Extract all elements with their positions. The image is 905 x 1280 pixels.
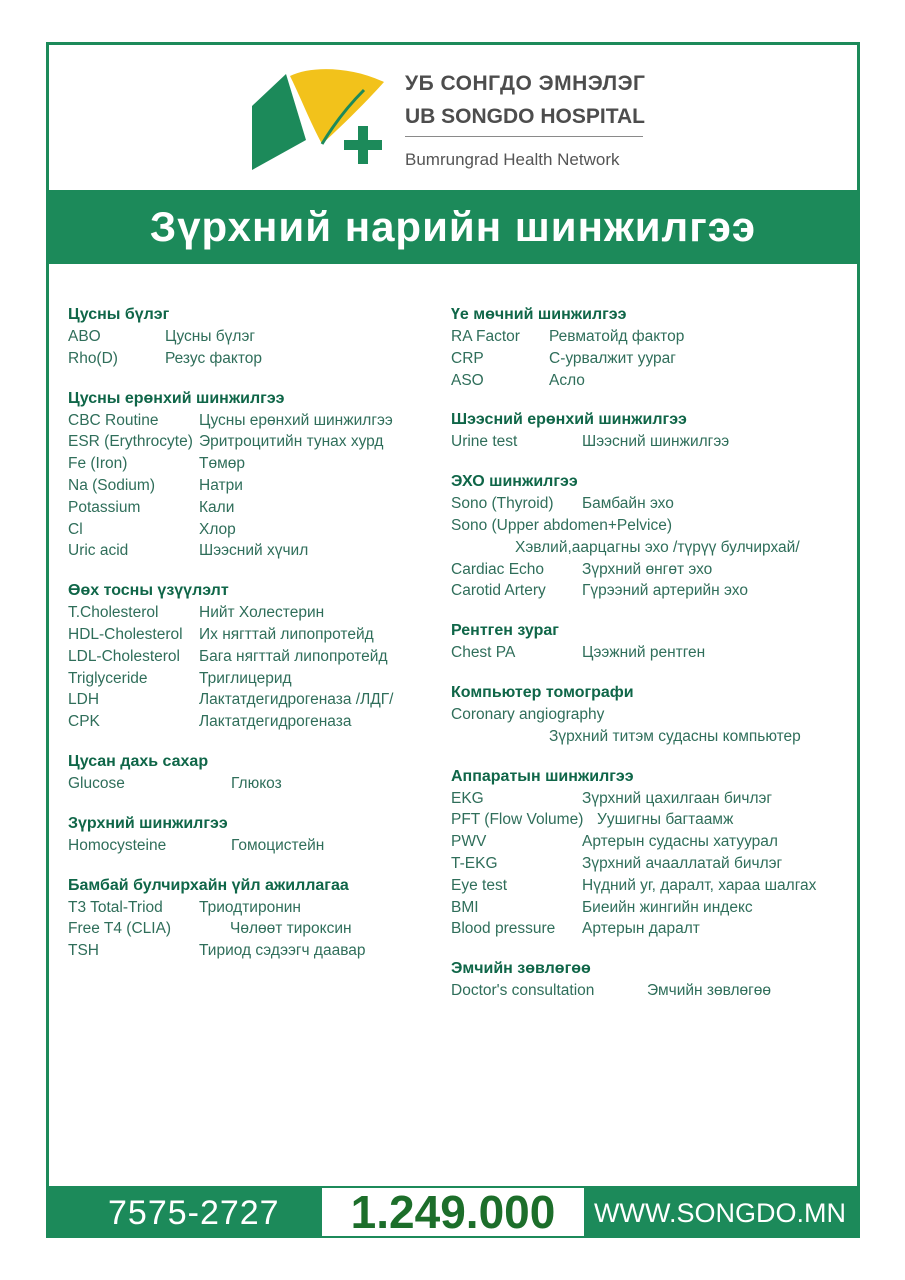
test-code: Carotid Artery (451, 582, 546, 600)
test-section (451, 958, 856, 1002)
right-column (451, 304, 856, 1020)
test-description: Хлор (199, 520, 236, 538)
test-section (68, 580, 440, 733)
test-code: PWV (451, 833, 487, 851)
test-description: Артерын судасны хатуурал (582, 833, 778, 851)
section-title: Эмчийн зөвлөгөө (451, 960, 591, 978)
test-code: Glucose (68, 774, 125, 792)
test-description: Триглицерид (199, 669, 292, 687)
test-section (68, 304, 440, 370)
test-code: Rho(D) (68, 349, 118, 367)
test-code: LDH (68, 691, 100, 709)
test-row (451, 493, 856, 515)
test-description: Лактатдегидрогеназа (199, 713, 352, 731)
test-section (451, 682, 856, 748)
test-code: PFT (Flow Volume) (451, 811, 584, 829)
section-title: ЭХО шинжилгээ (451, 473, 578, 491)
test-description: Төмөр (199, 455, 245, 473)
test-row (451, 831, 856, 853)
test-row (68, 940, 440, 962)
test-code: ABO (68, 328, 101, 345)
test-description: Цусны бүлэг (165, 328, 256, 345)
test-row (451, 370, 856, 392)
test-section (68, 388, 440, 563)
test-description: Чөлөөт тироксин (230, 920, 352, 938)
test-description: Цээжний рентген (582, 644, 706, 662)
test-row (451, 853, 856, 875)
test-code: Uric acid (68, 542, 129, 560)
test-code: RA Factor (451, 328, 520, 345)
brand-name-mn: УБ СОНГДО ЭМНЭЛЭГ (405, 72, 646, 95)
section-title: Рентген зураг (451, 622, 559, 640)
test-row (68, 410, 440, 432)
test-description: Резус фактор (165, 349, 262, 367)
test-description: Шээсний шинжилгээ (582, 433, 730, 451)
test-code: CBC Routine (68, 411, 159, 429)
test-row (451, 875, 856, 897)
section-title: Компьютер томографи (451, 683, 634, 701)
test-description: Гүрээний артерийн эхо (582, 582, 748, 600)
test-code: Free T4 (CLIA) (68, 920, 172, 938)
test-description: Зүрхний цахилгаан бичлэг (582, 789, 773, 807)
price-box (322, 1188, 584, 1236)
test-description: С-урвалжит уураг (549, 349, 676, 367)
test-row (68, 773, 440, 795)
test-description: Зүрхний өнгөт эхо (582, 560, 713, 578)
test-code: Sono (Upper abdomen+Pelvice) (451, 516, 673, 534)
test-description: Триодтиронин (199, 898, 301, 916)
test-code: Sono (Thyroid) (451, 495, 554, 513)
test-description: Кали (199, 498, 235, 516)
test-code: Cl (68, 520, 83, 538)
test-code: CPK (68, 713, 100, 731)
brand-divider (405, 136, 643, 137)
test-code: BMI (451, 898, 479, 916)
test-section (451, 620, 856, 664)
test-section (68, 875, 440, 962)
test-row (451, 348, 856, 370)
test-row (68, 897, 440, 919)
test-section (68, 751, 440, 795)
test-row (451, 726, 856, 748)
test-description: Нүдний уг, даралт, хараа шалгах (582, 876, 817, 894)
section-title: Бамбай булчирхайн үйл ажиллагаа (68, 876, 349, 894)
test-row (451, 431, 856, 453)
test-row (68, 453, 440, 475)
left-column (68, 304, 440, 980)
test-code: Blood pressure (451, 920, 556, 938)
test-description: Лактатдегидрогеназа /ЛДГ/ (199, 691, 394, 709)
test-section (451, 471, 856, 602)
test-row (68, 689, 440, 711)
test-code: ESR (Erythrocyte) (68, 433, 193, 451)
test-row (68, 835, 440, 857)
test-row (68, 348, 440, 370)
test-code: T-EKG (451, 854, 498, 872)
test-row (68, 497, 440, 519)
test-row (451, 809, 856, 831)
test-code: Fe (Iron) (68, 455, 128, 473)
test-row (451, 897, 856, 919)
test-row (68, 918, 440, 940)
title-banner (46, 190, 860, 264)
test-row (451, 642, 856, 664)
test-row (451, 326, 856, 348)
test-row (68, 540, 440, 562)
section-title: Цусны ерөнхий шинжилгээ (68, 389, 285, 407)
test-description: Эритроцитийн тунах хурд (199, 433, 384, 451)
test-code: Coronary angiography (451, 705, 605, 723)
test-description: Бага нягттай липопротейд (199, 647, 388, 665)
brand-network: Bumrungrad Health Network (405, 150, 620, 169)
test-description: Зүрхний титэм судасны компьютер (549, 727, 801, 745)
test-row (451, 580, 856, 602)
test-description: Гомоцистейн (231, 836, 325, 854)
test-code: Triglyceride (68, 669, 148, 687)
price: 1.249.000 (350, 1186, 556, 1238)
test-code: Chest PA (451, 644, 516, 662)
test-code: ASO (451, 371, 484, 389)
test-description: Нийт Холестерин (199, 604, 325, 622)
test-description: Цусны ерөнхий шинжилгээ (199, 411, 393, 429)
test-row (68, 668, 440, 690)
test-row (68, 646, 440, 668)
phone-number: 7575-2727 (108, 1194, 280, 1232)
test-section (68, 813, 440, 857)
test-code: TSH (68, 942, 99, 960)
test-description: Хэвлий,аарцагны эхо /түрүү булчирхай/ (515, 538, 800, 556)
test-code: Cardiac Echo (451, 560, 545, 578)
test-code: LDL-Cholesterol (68, 647, 180, 665)
test-description: Ревматойд фактор (549, 328, 685, 345)
test-row (451, 918, 856, 940)
test-description: Уушигны багтаамж (597, 811, 734, 829)
test-code: Potassium (68, 498, 141, 516)
test-row (68, 711, 440, 733)
test-description: Артерын даралт (582, 920, 700, 938)
website-link[interactable]: WWW.SONGDO.MN (594, 1198, 846, 1228)
section-title: Үе мөчний шинжилгээ (451, 306, 627, 323)
test-row (451, 704, 856, 726)
page-title: Зүрхний нарийн шинжилгээ (149, 203, 757, 250)
brand-name-en: UB SONGDO HOSPITAL (405, 105, 645, 128)
test-row (451, 515, 856, 537)
test-section (451, 304, 856, 391)
test-description: Их нягттай липопротейд (199, 625, 374, 643)
test-row (451, 788, 856, 810)
test-row (68, 602, 440, 624)
section-title: Зүрхний шинжилгээ (68, 814, 228, 832)
test-code: Doctor's consultation (451, 982, 595, 1000)
section-title: Шээсний ерөнхий шинжилгээ (451, 411, 687, 429)
ginkgo-cross-logo-icon (250, 66, 390, 172)
test-section (451, 766, 856, 941)
test-row (451, 537, 856, 559)
test-row (68, 326, 440, 348)
test-row (68, 519, 440, 541)
test-description: Тириод сэдээгч даавар (199, 942, 366, 960)
test-code: Eye test (451, 876, 507, 894)
test-description: Шээсний хүчил (199, 542, 309, 560)
test-description: Зүрхний ачааллатай бичлэг (582, 854, 783, 872)
test-code: CRP (451, 349, 484, 367)
test-description: Асло (549, 371, 585, 389)
test-description: Натри (199, 476, 243, 494)
test-row (451, 980, 856, 1002)
section-title: Цусны бүлэг (68, 306, 170, 323)
section-title: Цусан дахь сахар (68, 752, 209, 770)
hospital-logo (250, 66, 670, 176)
footer-bar (46, 1186, 860, 1238)
section-title: Өөх тосны үзүүлэлт (68, 582, 229, 600)
test-code: HDL-Cholesterol (68, 625, 183, 643)
test-row (68, 431, 440, 453)
test-code: T.Cholesterol (68, 604, 159, 622)
test-code: Na (Sodium) (68, 476, 155, 494)
test-row (68, 624, 440, 646)
test-description: Бамбайн эхо (582, 495, 674, 513)
test-description: Биеийн жингийн индекс (582, 898, 753, 916)
test-section (451, 409, 856, 453)
test-code: EKG (451, 789, 484, 807)
test-row (68, 475, 440, 497)
test-code: T3 Total-Triod (68, 898, 163, 916)
test-row (451, 559, 856, 581)
test-description: Эмчийн зөвлөгөө (647, 982, 772, 1000)
test-description: Глюкоз (231, 774, 282, 792)
test-code: Homocysteine (68, 836, 167, 854)
test-code: Urine test (451, 433, 518, 451)
section-title: Аппаратын шинжилгээ (451, 767, 634, 785)
